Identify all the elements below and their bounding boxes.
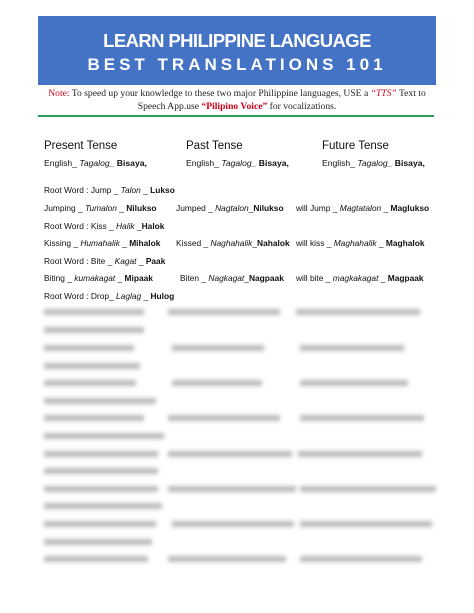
note-label: Note: [48, 88, 70, 99]
past-tense-entry: Kissed _ Naghahalik_Nahalok [176, 238, 290, 248]
header-past-tense: Past Tense [186, 140, 243, 152]
header-future-tense: Future Tense [322, 140, 389, 152]
note-text-3: for vocalizations. [267, 100, 337, 112]
future-tense-entry: will bite _ magkakagat _ Magpaak [296, 273, 424, 283]
root-word-row: Root Word : Jump _ Talon _ Lukso [44, 185, 175, 195]
note-text-1: To speed up your knowledge to these two major Philippine languages, USE a [69, 88, 371, 99]
subheader-future: English_ Tagalog_ Bisaya, [322, 158, 425, 168]
root-word-row: Root Word : Drop_ Laglag _ Hulog [44, 291, 175, 301]
future-tense-entry: will kiss _ Maghahalik _ Maghalok [296, 238, 425, 248]
root-word-row: Root Word : Kiss _ Halik _Halok [44, 221, 165, 231]
present-tense-entry: Kissing _ Humahalik _ Mihalok [44, 238, 161, 248]
banner-title: LEARN PHILIPPINE LANGUAGE [103, 30, 371, 51]
past-tense-entry: Biten _ Nagkagat_Nagpaak [180, 273, 284, 283]
present-tense-entry: Jumping _ Tumalon _ Nilukso [44, 203, 157, 213]
note-app-name: “Pilipino Voice” [201, 100, 268, 112]
root-word-row: Root Word : Bite _ Kagat _ Paak [44, 256, 166, 266]
present-tense-entry: Biting _ kumakagat _ Mipaak [44, 273, 153, 283]
note-text-2: Text to Speech App.use [137, 88, 426, 112]
future-tense-entry: will Jump _ Magtatalon _ Maglukso [296, 203, 430, 213]
note-tts: “TTS” [370, 88, 397, 99]
banner-subtitle: BEST TRANSLATIONS 101 [87, 55, 387, 74]
past-tense-entry: Jumped _ Nagtalon_Nilukso [176, 203, 284, 213]
subheader-past: English_ Tagalog_ Bisaya, [186, 158, 289, 168]
subheader-present: English_ Tagalog_ Bisaya, [44, 158, 147, 168]
header-present-tense: Present Tense [44, 140, 118, 152]
